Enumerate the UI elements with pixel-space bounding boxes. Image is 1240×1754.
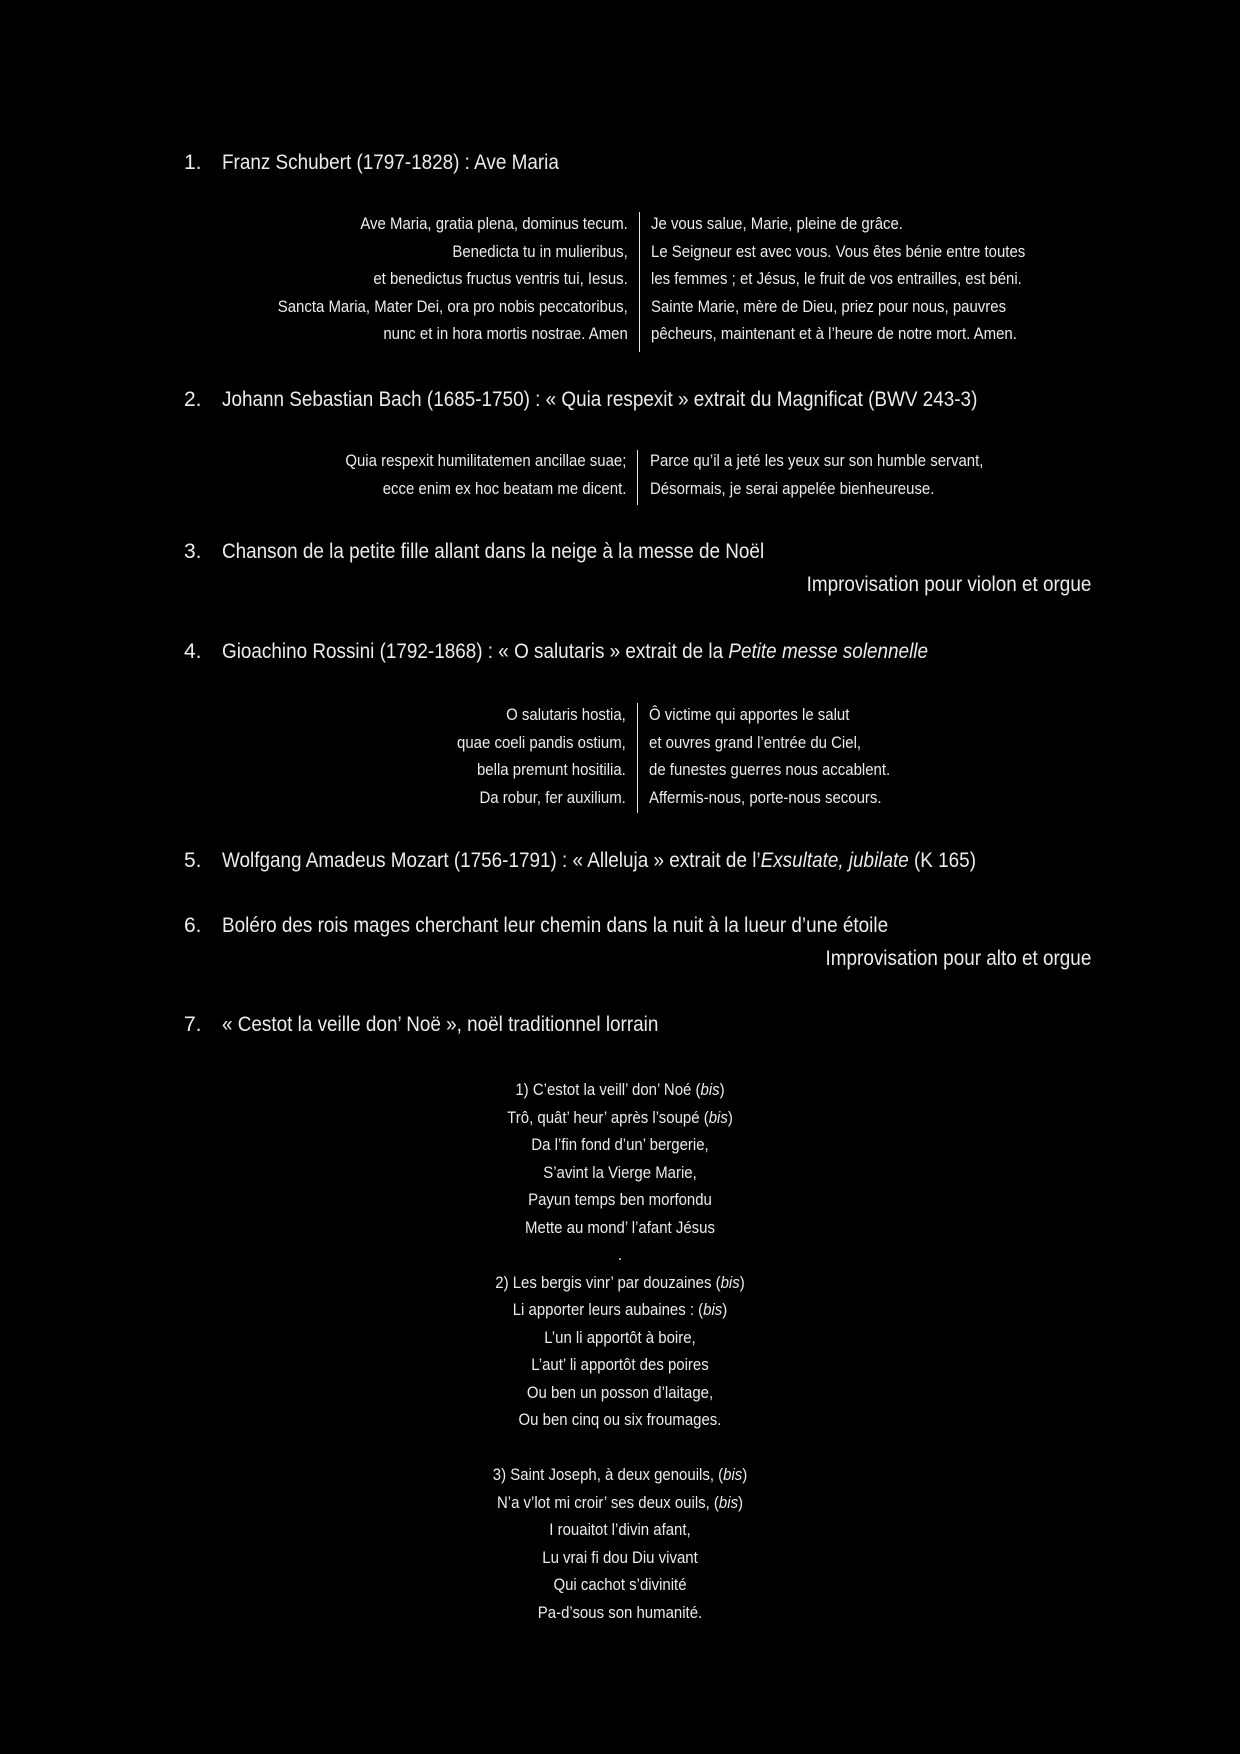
carol-stanza2 <box>420 1269 820 1434</box>
latin-line: quae coeli pandis ostium, <box>457 732 626 752</box>
item-number: 4. <box>184 640 202 663</box>
item-number: 3. <box>184 540 202 563</box>
item-1-latin-text <box>230 210 628 348</box>
item-title: Johann Sebastian Bach (1685-1750) : « Quia respexit » extrait du Magnificat (BWV 243-3) <box>222 388 978 411</box>
carol-stanza3 <box>420 1461 820 1626</box>
item-number: 5. <box>184 849 202 872</box>
item-7-heading <box>0 1010 1240 1040</box>
french-line: Ô victime qui apportes le salut <box>649 705 850 724</box>
carol-stanza1 <box>420 1076 820 1269</box>
carol-line: Li apporter leurs aubaines : (bis) <box>512 1300 728 1319</box>
item-3-heading <box>0 537 1240 567</box>
latin-line: Ave Maria, gratia plena, dominus tecum. <box>360 214 628 233</box>
item-number: 1. <box>184 151 202 174</box>
carol-line: Ou ben cinq ou six froumages. <box>518 1410 722 1429</box>
carol-line: S’avint la Vierge Marie, <box>543 1162 697 1182</box>
carol-line: I rouaitot l’divin afant, <box>549 1520 691 1539</box>
carol-line: Ou ben un posson d’laitage, <box>526 1382 714 1402</box>
french-line: et ouvres grand l’entrée du Ciel, <box>649 732 862 752</box>
item-6-subtitle: Improvisation pour alto et orgue <box>825 947 1091 970</box>
latin-line: et benedictus fructus ventris tui, Iesus. <box>373 269 628 288</box>
french-line: Sainte Marie, mère de Dieu, priez pour nous, pauvres <box>651 296 1007 316</box>
latin-line: Da robur, fer auxilium. <box>479 787 626 807</box>
carol-line: Payun temps ben morfondu <box>528 1190 712 1209</box>
title-end-text: (K 165) <box>908 849 976 872</box>
french-line: de funestes guerres nous accablent. <box>649 760 891 779</box>
latin-line: bella premunt hositilia. <box>477 760 626 779</box>
carol-line: 2) Les bergis vinr’ par douzaines (bis) <box>495 1272 745 1292</box>
item-6-heading <box>0 911 1240 941</box>
french-line: Affermis-nous, porte-nous secours. <box>649 787 882 807</box>
carol-lyrics <box>420 1076 820 1626</box>
carol-line: 3) Saint Joseph, à deux genouils, (bis) <box>492 1465 748 1484</box>
item-2-latin-text <box>307 447 626 502</box>
item-number: 7. <box>184 1013 202 1036</box>
item-title: « Cestot la veille don’ Noë », noël traditionnel lorrain <box>222 1013 659 1036</box>
item-title: Chanson de la petite fille allant dans la neige à la messe de Noël <box>222 540 765 563</box>
title-text: Wolfgang Amadeus Mozart (1756-1791) : « Alleluja » extrait de l’ <box>222 849 761 872</box>
french-line: les femmes ; et Jésus, le fruit de vos entrailles, est béni. <box>651 269 1022 288</box>
title-italic-text: Exsultate, jubilate <box>760 849 909 872</box>
item-1-french-text <box>651 210 1076 348</box>
item-2-french-text <box>650 447 1029 502</box>
latin-line: nunc et in hora mortis nostrae. Amen <box>383 324 628 343</box>
item-title: Franz Schubert (1797-1828) : Ave Maria <box>222 151 559 174</box>
title-italic-text: Petite messe solennelle <box>728 640 928 663</box>
item-title <box>222 846 976 876</box>
item-title: Boléro des rois mages cherchant leur chemin dans la nuit à la lueur d’une étoile <box>222 914 889 937</box>
french-line: pêcheurs, maintenant et à l’heure de notre mort. Amen. <box>651 324 1017 343</box>
column-divider <box>637 450 638 505</box>
carol-line: Da l’fin fond d’un’ bergerie, <box>531 1135 709 1154</box>
french-line: Je vous salue, Marie, pleine de grâce. <box>651 214 903 233</box>
title-text: Gioachino Rossini (1792-1868) : « O salutaris » extrait de la <box>222 640 729 663</box>
stanza-gap <box>444 1434 796 1462</box>
item-4-french-text <box>649 701 923 811</box>
french-line: Désormais, je serai appelée bienheureuse. <box>650 478 935 498</box>
item-2-heading <box>0 385 1240 415</box>
column-divider <box>637 703 638 813</box>
carol-line: L’aut’ li apportôt des poires <box>531 1355 709 1374</box>
item-number: 2. <box>184 388 202 411</box>
carol-line: Mette au mond’ l’afant Jésus <box>525 1217 715 1237</box>
carol-line: Lu vrai fi dou Diu vivant <box>542 1547 698 1567</box>
item-title <box>222 637 928 667</box>
latin-line: O salutaris hostia, <box>506 705 626 724</box>
item-number: 6. <box>184 914 202 937</box>
carol-line: N’a v’lot mi croir’ ses deux ouils, (bis) <box>496 1492 744 1512</box>
latin-line: ecce enim ex hoc beatam me dicent. <box>382 478 626 498</box>
latin-line: Quia respexit humilitatemen ancillae suae; <box>344 451 626 470</box>
column-divider <box>639 212 640 352</box>
item-5-heading <box>0 846 1240 876</box>
french-line: Le Seigneur est avec vous. Vous êtes bénie entre toutes <box>651 241 1026 261</box>
latin-line: Benedicta tu in mulieribus, <box>452 241 628 261</box>
carol-line: 1) C’estot la veill’ don’ Noé (bis) <box>515 1080 725 1099</box>
french-line: Parce qu’il a jeté les yeux sur son humble servant, <box>650 451 984 470</box>
carol-line: L’un li apportôt à boire, <box>544 1327 696 1347</box>
carol-line: Pa-d’sous son humanité. <box>537 1602 703 1622</box>
item-1-heading <box>0 148 1240 178</box>
carol-line: Qui cachot s’divinité <box>553 1575 687 1594</box>
item-3-subtitle: Improvisation pour violon et orgue <box>806 573 1091 596</box>
carol-line: . <box>617 1245 623 1264</box>
item-4-latin-text <box>434 701 626 811</box>
item-4-heading <box>0 637 1240 667</box>
latin-line: Sancta Maria, Mater Dei, ora pro nobis peccatoribus, <box>277 296 628 316</box>
carol-line: Trô, quât’ heur’ après l’soupé (bis) <box>507 1107 733 1127</box>
